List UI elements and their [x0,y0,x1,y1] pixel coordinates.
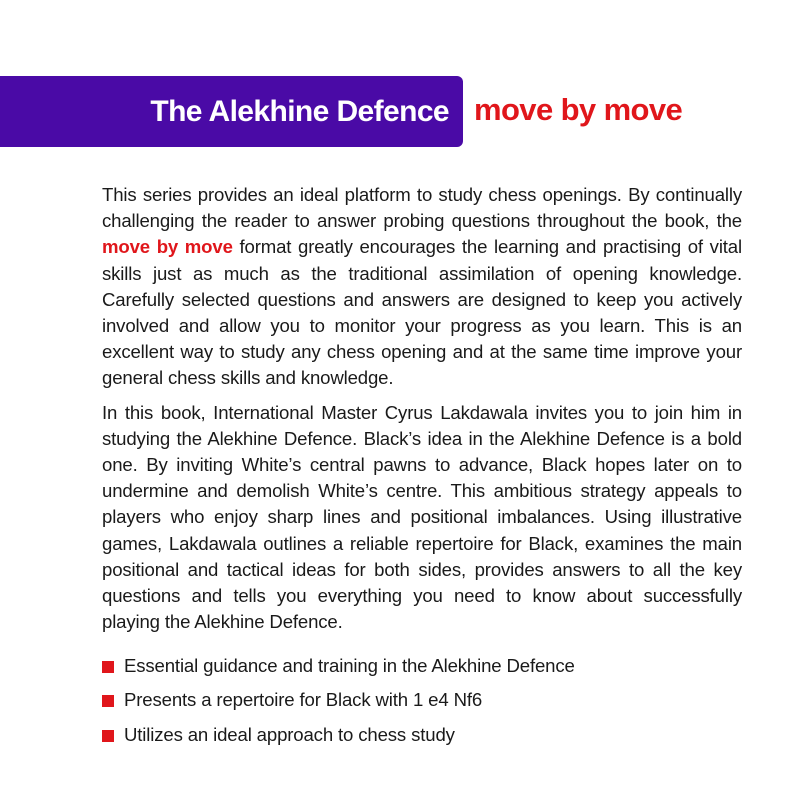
series-highlight: move by move [102,236,233,258]
feature-item [102,717,742,752]
red-square-bullet-icon [102,695,114,707]
description-paragraph: In this book, International Master Cyrus Lakdawala invites you to join him in studying the Alekhine Defence. Black’s idea in the Alekhine Defence is a bold one. By inviting White’s central pawns to advance, Black hopes later on to undermine and demolish White’s centre. This ambitious strategy appeals to players who enjoy sharp lines and positional imbalances. Using illustrative games, Lakdawala outlines a reliable repertoire for Black, examines the main positional and tactical ideas for both sides, provides answers to all the key questions and tells you everything you need to know about successfully playing the Alekhine Defence. [102,401,742,633]
intro-paragraph [102,182,742,392]
red-square-bullet-icon [102,730,114,742]
feature-item [102,648,742,683]
feature-text: Essential guidance and training in the Alekhine Defence [124,654,575,676]
intro-text-start: This series provides an ideal platform to study chess openings. By continually challenging the reader to answer probing questions throughout the book, the [102,184,742,232]
blurb [102,182,742,752]
feature-item [102,683,742,718]
red-square-bullet-icon [102,661,114,673]
series-name: move by move [474,92,683,127]
feature-text: Utilizes an ideal approach to chess study [124,723,455,745]
title-banner [0,76,463,147]
intro-text-end: format greatly encourages the learning and practising of vital skills just as much as the traditional assimilation of opening knowledge. Carefully selected questions and answers are designed to keep you actively involved and allow you to monitor your progress as you learn. This is an excellent way to study any chess opening and at the same time improve your general chess skills and knowledge. [102,236,742,389]
feature-text: Presents a repertoire for Black with 1 e4 Nf6 [124,689,483,711]
book-title: The Alekhine Defence [150,94,449,128]
feature-list [102,648,742,752]
